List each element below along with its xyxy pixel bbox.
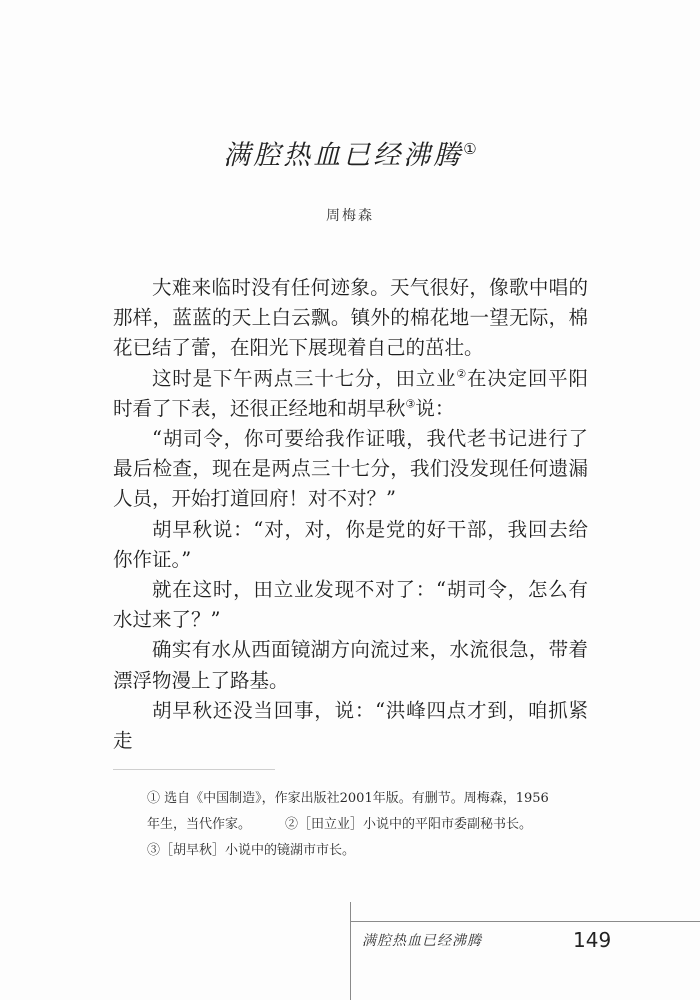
paragraph-4: 胡早秋说：“对，对，你是党的好干部，我回去给你作证。”	[113, 517, 588, 571]
title-footnote-mark: ①	[463, 140, 477, 158]
page-title	[0, 133, 700, 172]
footnote-ref-3: ③	[405, 397, 416, 411]
footnote-1-line-2: 年生，当代作家。	[147, 817, 252, 832]
running-title: 满腔热血已经沸腾	[362, 933, 482, 949]
footnote-ref-2: ②	[456, 367, 468, 381]
paragraph-2-part-c: 说：	[415, 396, 455, 420]
body-text	[113, 273, 588, 756]
paragraph-7: 胡早秋还没当回事，说：“洪峰四点才到，咱抓紧走	[113, 698, 588, 753]
footer-vertical-rule	[350, 902, 351, 1000]
paragraph-6: 确实有水从西面镜湖方向流过来，水流很急，带着漂浮物漫上了路基。	[113, 638, 588, 692]
footnote-1-line-2-row	[147, 812, 590, 838]
footnote-divider	[113, 769, 275, 770]
footnote-3: ③［胡早秋］小说中的镜湖市市长。	[147, 843, 356, 858]
footnote-2: ②［田立业］小说中的平阳市委副秘书长。	[285, 817, 533, 832]
paragraph-1: 大难来临时没有任何迹象。天气很好，像歌中唱的那样，蓝蓝的天上白云飘。镇外的棉花地一望无际，棉花已结了蕾，在阳光下展现着自己的茁壮。	[113, 276, 588, 360]
paragraph-2-part-b: 在决定回平阳时看了下表，还很正经地和胡早秋	[113, 366, 588, 420]
paragraph-2-part-a: 这时是下午两点三十七分，田立业	[152, 366, 457, 390]
paragraph-3: “胡司令，你可要给我作证哦，我代老书记进行了最后检查，现在是两点三十七分，我们没发现任何遗漏人员，开始打道回府！对不对？”	[113, 427, 588, 511]
footer-horizontal-rule	[350, 921, 700, 922]
footnotes	[147, 786, 590, 864]
paragraph-2	[113, 364, 588, 424]
footnote-1-line-1: ① 选自《中国制造》，作家出版社2001年版。有删节。周梅森，1956	[147, 791, 549, 806]
paragraph-5: 就在这时，田立业发现不对了：“胡司令，怎么有水过来了？”	[113, 578, 588, 632]
page-number: 149	[573, 928, 612, 952]
author-name: 周梅森	[326, 208, 374, 224]
title-text: 满腔热血已经沸腾	[223, 140, 464, 171]
